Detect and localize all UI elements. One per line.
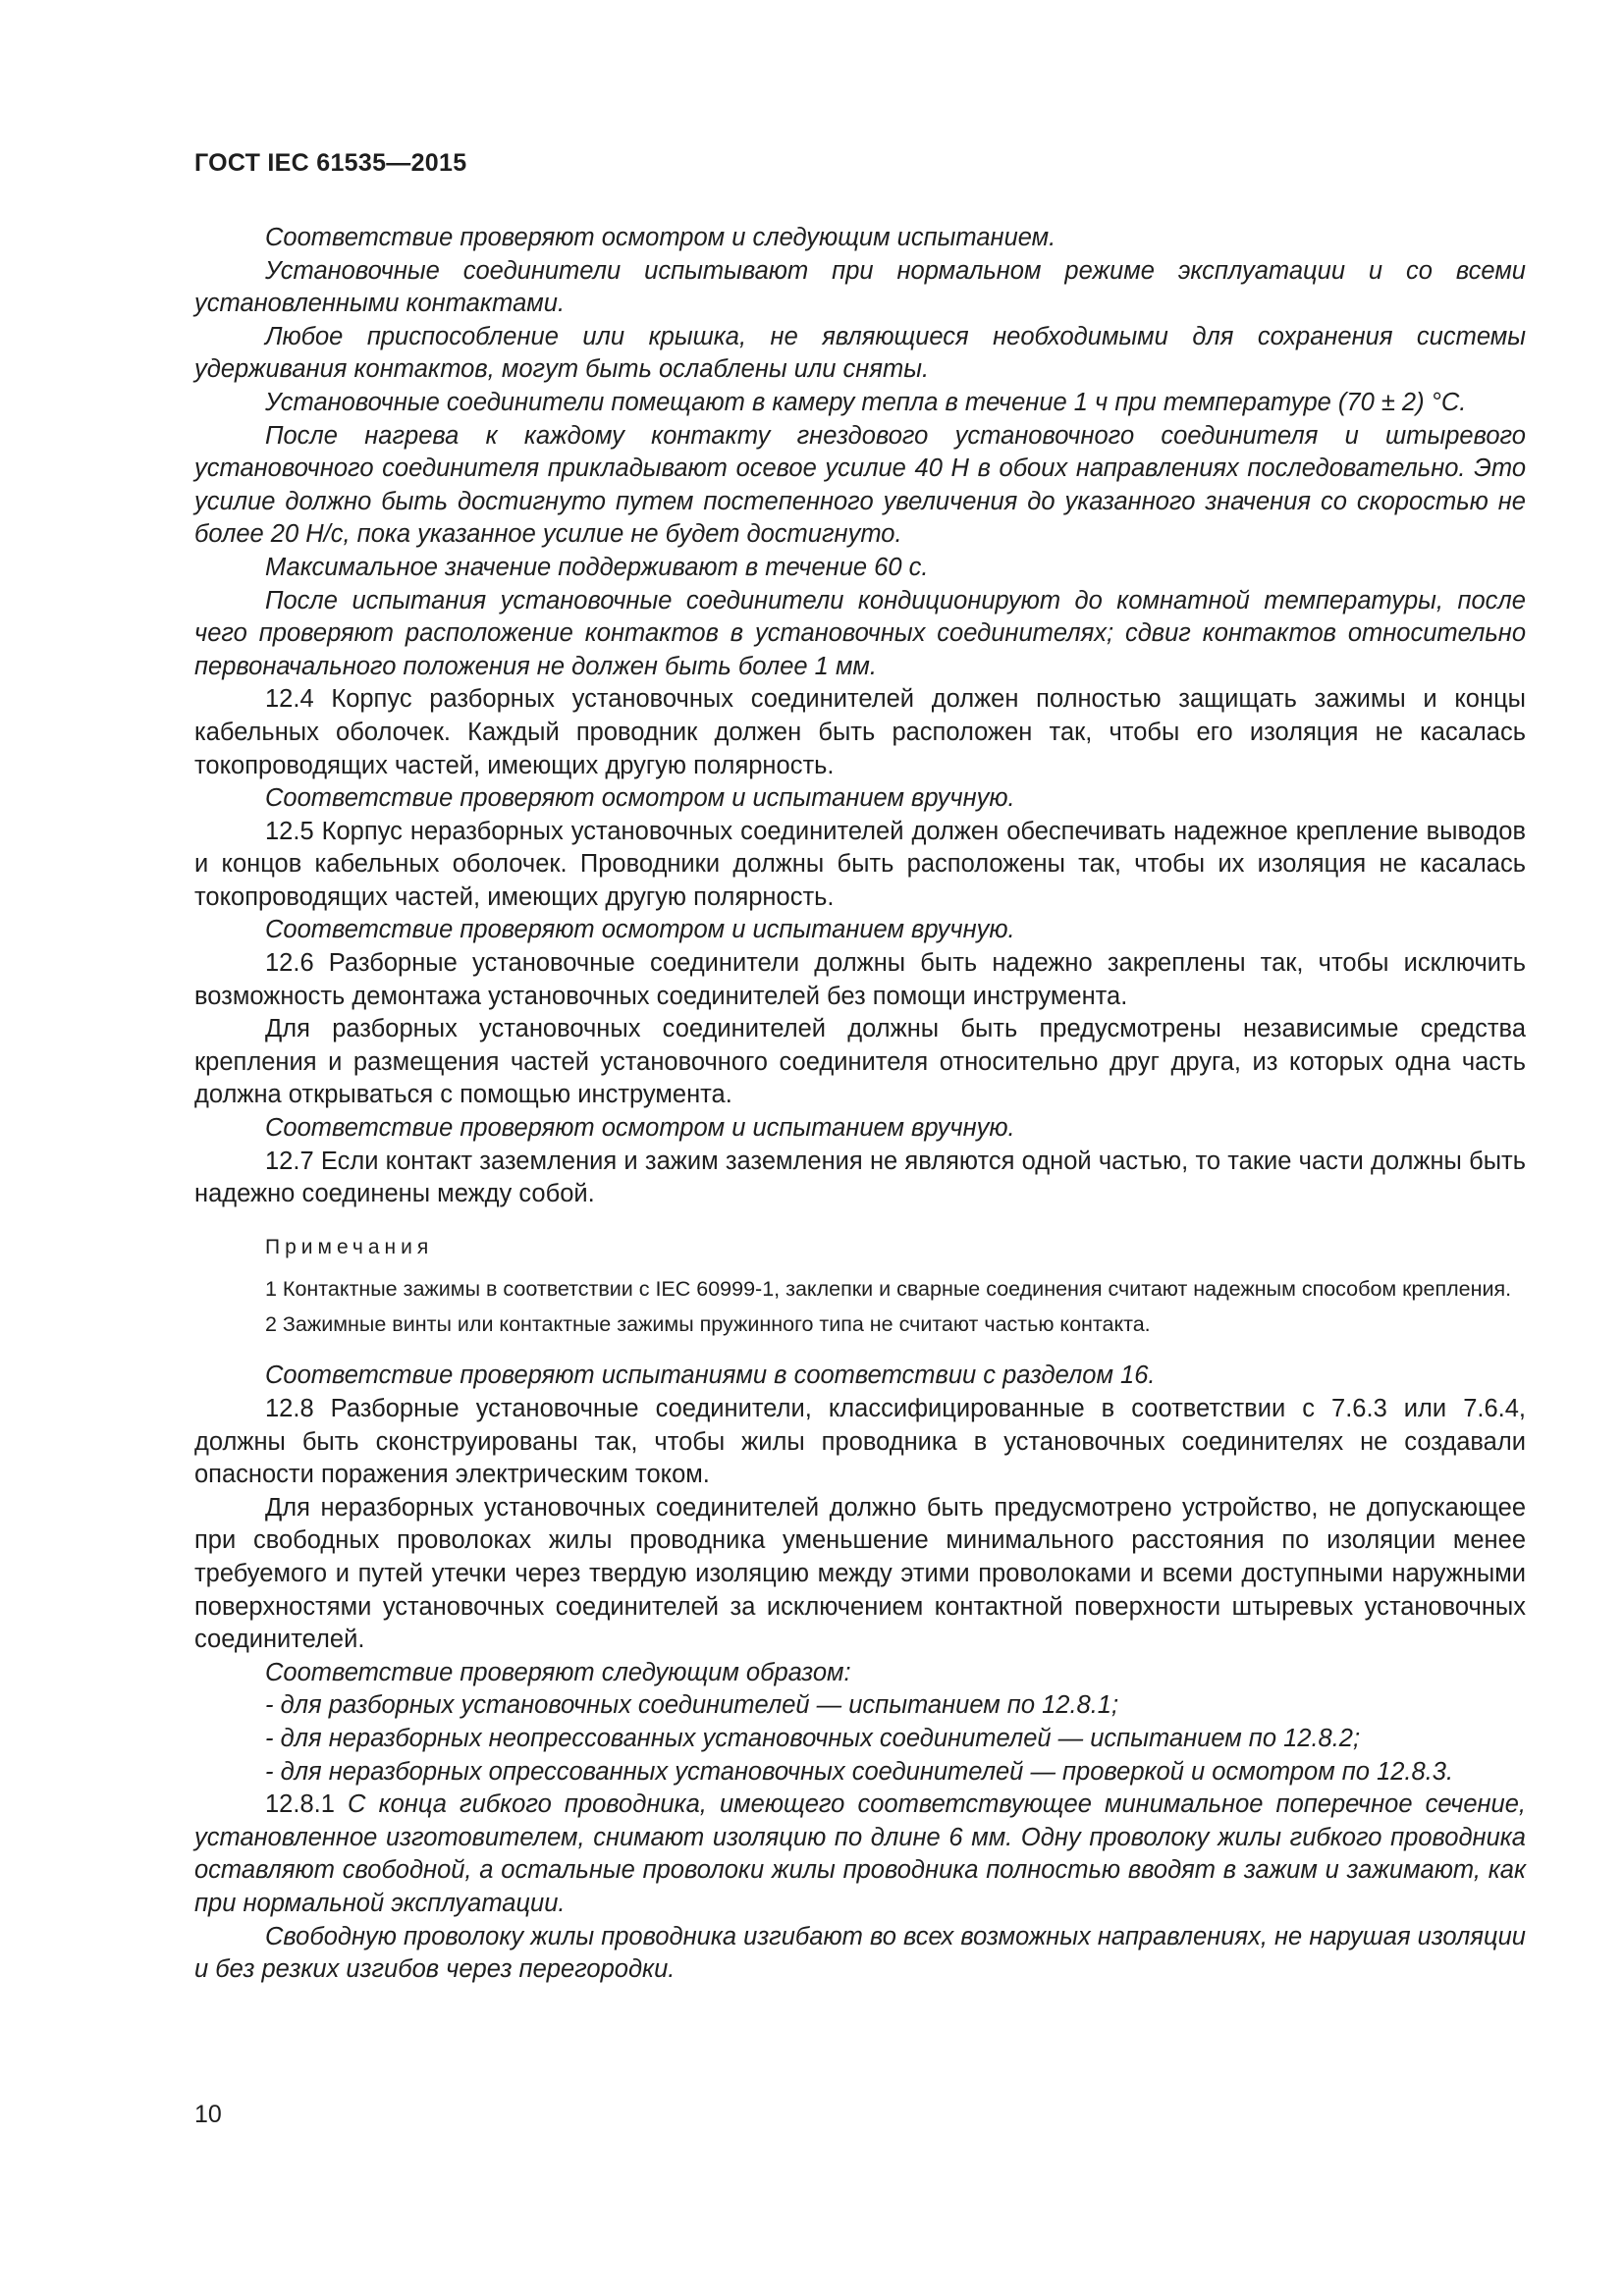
list-item: - для неразборных неопрессованных установочных соединителей — испытанием по 12.8.2; bbox=[265, 1724, 1361, 1752]
paragraph: Свободную проволоку жилы проводника изгибают во всех возможных направлениях, не нарушая изоляции и без резких изгибов через перегородки. bbox=[194, 1922, 1526, 1984]
paragraph: Соответствие проверяют осмотром и следующим испытанием. bbox=[265, 224, 1056, 251]
compliance-statement: Соответствие проверяют осмотром и испытанием вручную. bbox=[265, 784, 1015, 813]
note-item: 1 Контактные зажимы в соответствии с IEC 60999-1, заклепки и сварные соединения считают надежным способом крепления. bbox=[265, 1277, 1512, 1302]
compliance-statement: Соответствие проверяют испытаниями в соответствии с разделом 16. bbox=[265, 1362, 1156, 1390]
list-item: - для разборных установочных соединителей — испытанием по 12.8.1; bbox=[265, 1691, 1119, 1720]
note-item: 2 Зажимные винты или контактные зажимы пружинного типа не считают частью контакта. bbox=[265, 1312, 1151, 1337]
document-header: ГОСТ IEC 61535—2015 bbox=[194, 149, 467, 177]
paragraph: Установочные соединители испытывают при нормальном режиме эксплуатации и со всеми установленными контактами. bbox=[194, 256, 1526, 318]
document-body bbox=[194, 222, 1526, 1987]
clause-12-7: 12.7 Если контакт заземления и зажим заземления не являются одной частью, то такие части должны быть надежно соединены между собой. bbox=[194, 1147, 1526, 1208]
clause-12-6: 12.6 Разборные установочные соединители должны быть надежно закреплены так, чтобы исключить возможность демонтажа установочных соединителей без помощи инструмента. bbox=[194, 949, 1526, 1010]
clause-12-4: 12.4 Корпус разборных установочных соединителей должен полностью защищать зажимы и концы кабельных оболочек. Каждый проводник должен быть расположен так, чтобы его изоляция не касалась токопроводящих частей, имеющих другую полярность. bbox=[194, 685, 1526, 779]
list-item: - для неразборных опрессованных установочных соединителей — проверкой и осмотром по 12.8.3. bbox=[265, 1757, 1454, 1786]
paragraph: Для неразборных установочных соединителей должно быть предусмотрено устройство, не допускающее при свободных проволоках жилы проводника уменьшение минимального расстояния по изоляции менее требуемого и путей утечки через твердую изоляцию между этими проволоками и всеми доступными наружными поверхностями установочных соединителей за исключением контактной поверхности штыревых установочных соединителей. bbox=[194, 1493, 1526, 1654]
paragraph: Любое приспособление или крышка, не являющиеся необходимыми для сохранения системы удерживания контактов, могут быть ослаблены или сняты. bbox=[194, 322, 1526, 384]
notes-title: Примечания bbox=[265, 1235, 434, 1258]
clause-number: 12.8.1 bbox=[265, 1790, 335, 1819]
paragraph: Максимальное значение поддерживают в течение 60 с. bbox=[265, 553, 929, 581]
paragraph: Для разборных установочных соединителей должны быть предусмотрены независимые средства крепления и размещения частей установочного соединителя относительно друг друга, из которых одна часть должна открываться с помощью инструмента. bbox=[194, 1015, 1526, 1109]
page-number: 10 bbox=[194, 2101, 222, 2128]
compliance-statement: Соответствие проверяют следующим образом: bbox=[265, 1658, 851, 1686]
clause-12-8-1 bbox=[194, 1789, 1526, 1920]
paragraph: Установочные соединители помещают в камеру тепла в течение 1 ч при температуре (70 ± 2) °С. bbox=[265, 388, 1467, 416]
clause-12-8: 12.8 Разборные установочные соединители, классифицированные в соответствии с 7.6.3 или 7.6.4, должны быть сконструированы так, чтобы жилы проводника в установочных соединителях не создавали опасности поражения электрическим током. bbox=[194, 1395, 1526, 1489]
clause-12-5: 12.5 Корпус неразборных установочных соединителей должен обеспечивать надежное крепление выводов и концов кабельных оболочек. Проводники должны быть расположены так, чтобы их изоляция не касалась токопроводящих частей, имеющих другую полярность. bbox=[194, 817, 1526, 911]
compliance-statement: Соответствие проверяют осмотром и испытанием вручную. bbox=[265, 1114, 1015, 1143]
paragraph: После испытания установочные соединители кондиционируют до комнатной температуры, после чего проверяют расположение контактов в установочных соединителях; сдвиг контактов относительно первоначального положения не должен быть более 1 мм. bbox=[194, 586, 1526, 680]
compliance-statement: Соответствие проверяют осмотром и испытанием вручную. bbox=[265, 916, 1015, 944]
paragraph: После нагрева к каждому контакту гнездового установочного соединителя и штыревого установочного соединителя прикладывают осевое усилие 40 Н в обоих направлениях последовательно. Это усилие должно быть достигнуто путем постепенного увеличения до указанного значения со скоростью не более 20 Н/с, пока указанное усилие не будет достигнуто. bbox=[194, 421, 1526, 549]
clause-text: С конца гибкого проводника, имеющего соответствующее минимальное поперечное сечение, установленное изготовителем, снимают изоляцию по длине 6 мм. Одну проволоку жилы гибкого проводника оставляют свободной, а остальные проволоки жилы проводника полностью вводят в зажим и зажимают, как при нормальной эксплуатации. bbox=[194, 1790, 1526, 1917]
